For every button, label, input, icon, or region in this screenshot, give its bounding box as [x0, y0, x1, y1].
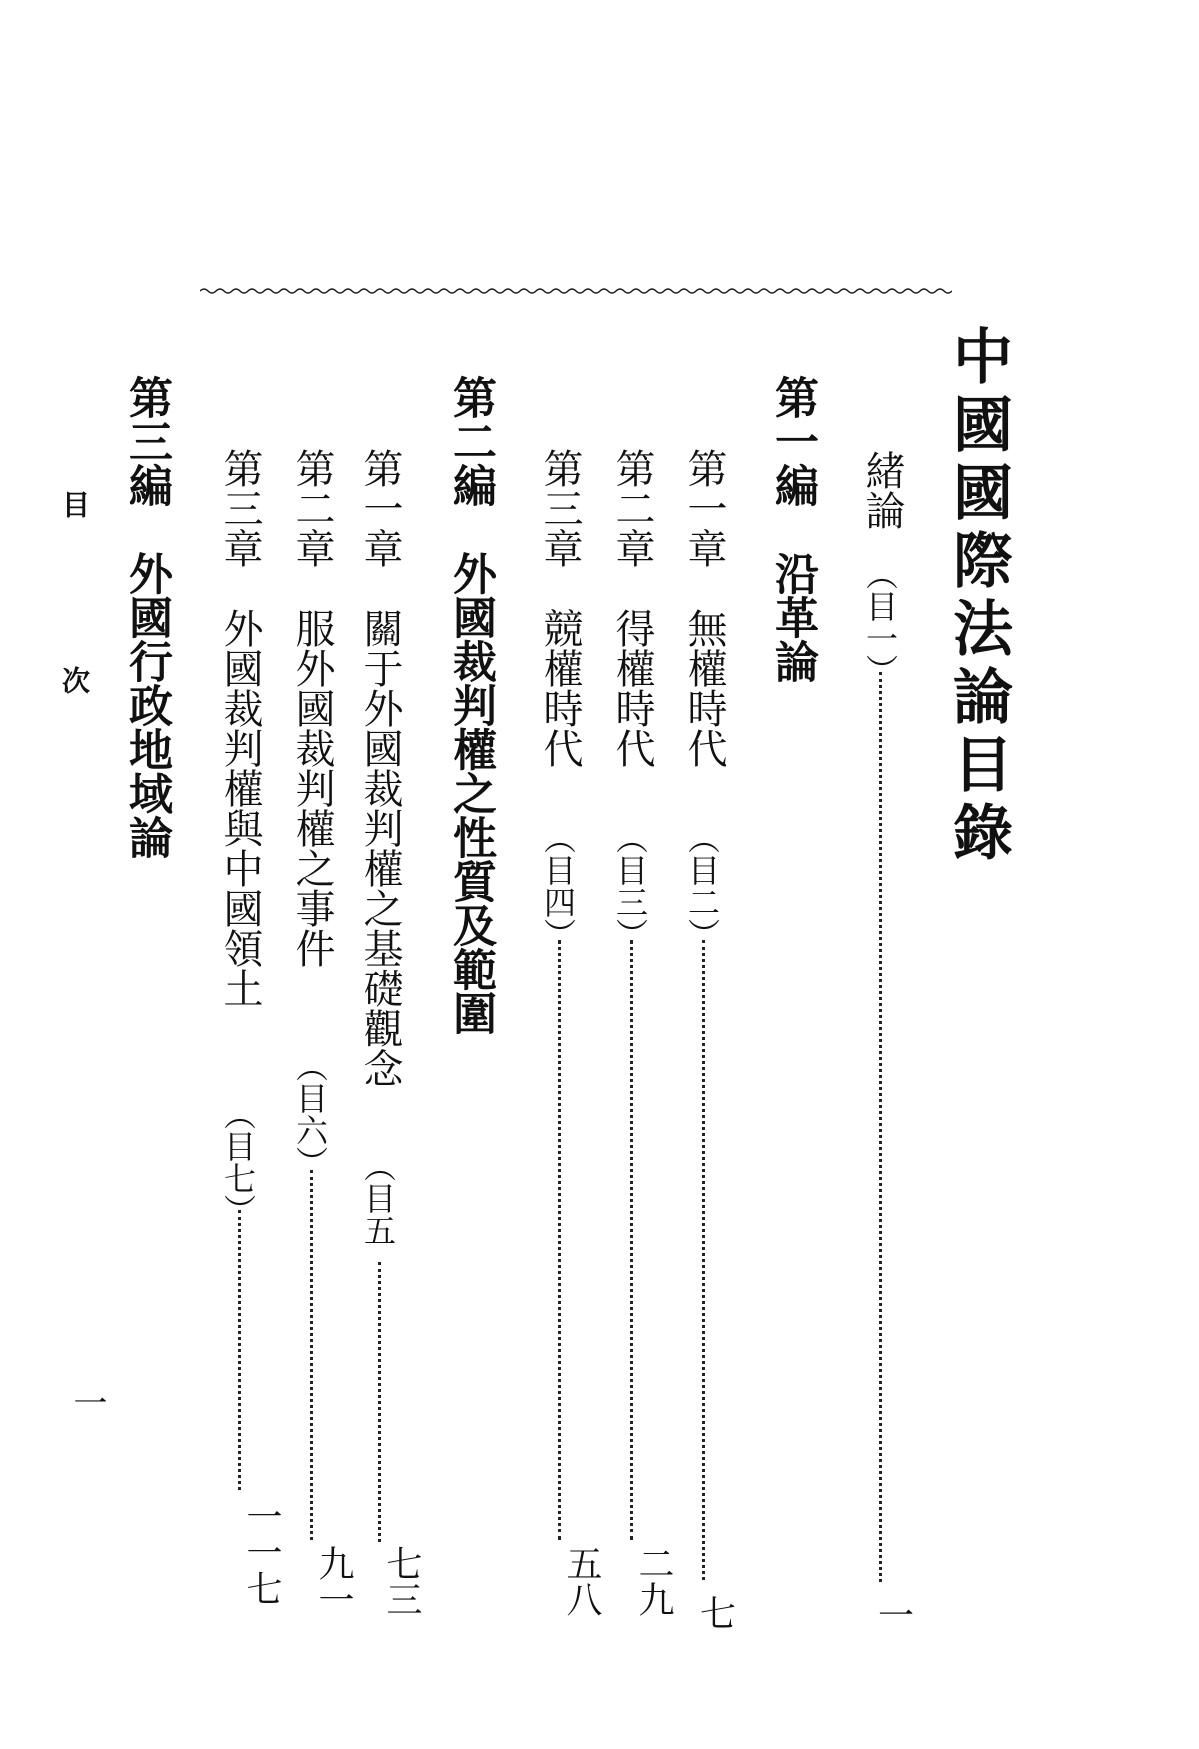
- book-title: 中國國際法論目錄: [943, 325, 1013, 869]
- toc-part-2-label: 第二編 外國裁判權之性質及範圍: [445, 375, 496, 1035]
- toc-entry-introduction-page: 一: [878, 1596, 915, 1637]
- folio-number: 一: [67, 1385, 107, 1419]
- leader-dots: [630, 940, 633, 1540]
- toc-part-1-chapter-3-ref: （目四）: [539, 822, 577, 950]
- running-head: 目 次: [58, 490, 91, 754]
- toc-part-1-chapter-3-label: 第三章 競權時代: [537, 448, 583, 768]
- leader-dots: [378, 1262, 381, 1542]
- toc-part-1-chapter-1-page: 七: [700, 1594, 737, 1635]
- toc-part-2-chapter-1-page: 七三: [381, 1545, 422, 1617]
- toc-part-2-chapter-2-ref: （目六）: [291, 1050, 329, 1178]
- toc-part-2-chapter-1-label: 第一章 關于外國裁判權之基礎觀念: [357, 448, 403, 1088]
- toc-part-2-chapter-3-ref: （目七）: [219, 1098, 257, 1226]
- toc-part-2-chapter-2-page: 九一: [313, 1545, 354, 1617]
- toc-part-1-chapter-2-ref: （目三）: [611, 822, 649, 950]
- toc-part-3-label: 第三編 外國行政地域論: [121, 375, 172, 859]
- toc-entry-introduction-label: 緒論: [859, 450, 905, 530]
- toc-part-2-chapter-1-ref: （目五: [359, 1150, 397, 1246]
- toc-part-1-chapter-1-ref: （目二）: [683, 822, 721, 950]
- top-wavy-rule: [200, 287, 952, 295]
- toc-part-2-chapter-2-label: 第二章 服外國裁判權之事件: [289, 448, 335, 968]
- toc-part-1-chapter-2-page: 二九: [633, 1545, 674, 1617]
- leader-dots: [702, 940, 705, 1580]
- toc-part-1-chapter-3-page: 五八: [561, 1545, 602, 1617]
- leader-dots: [310, 1170, 313, 1540]
- toc-part-1-chapter-1-label: 第一章 無權時代: [681, 448, 727, 768]
- toc-part-1-label: 第一編 沿革論: [767, 375, 818, 683]
- leader-dots: [558, 940, 561, 1540]
- leader-dots: [238, 1210, 241, 1490]
- toc-entry-introduction-ref: （目一）: [861, 558, 899, 686]
- toc-part-1-chapter-2-label: 第二章 得權時代: [609, 448, 655, 768]
- leader-dots: [879, 672, 882, 1582]
- toc-part-2-chapter-3-label: 第三章 外國裁判權與中國領土: [217, 448, 263, 1008]
- toc-part-2-chapter-3-page: 一一七: [241, 1498, 282, 1606]
